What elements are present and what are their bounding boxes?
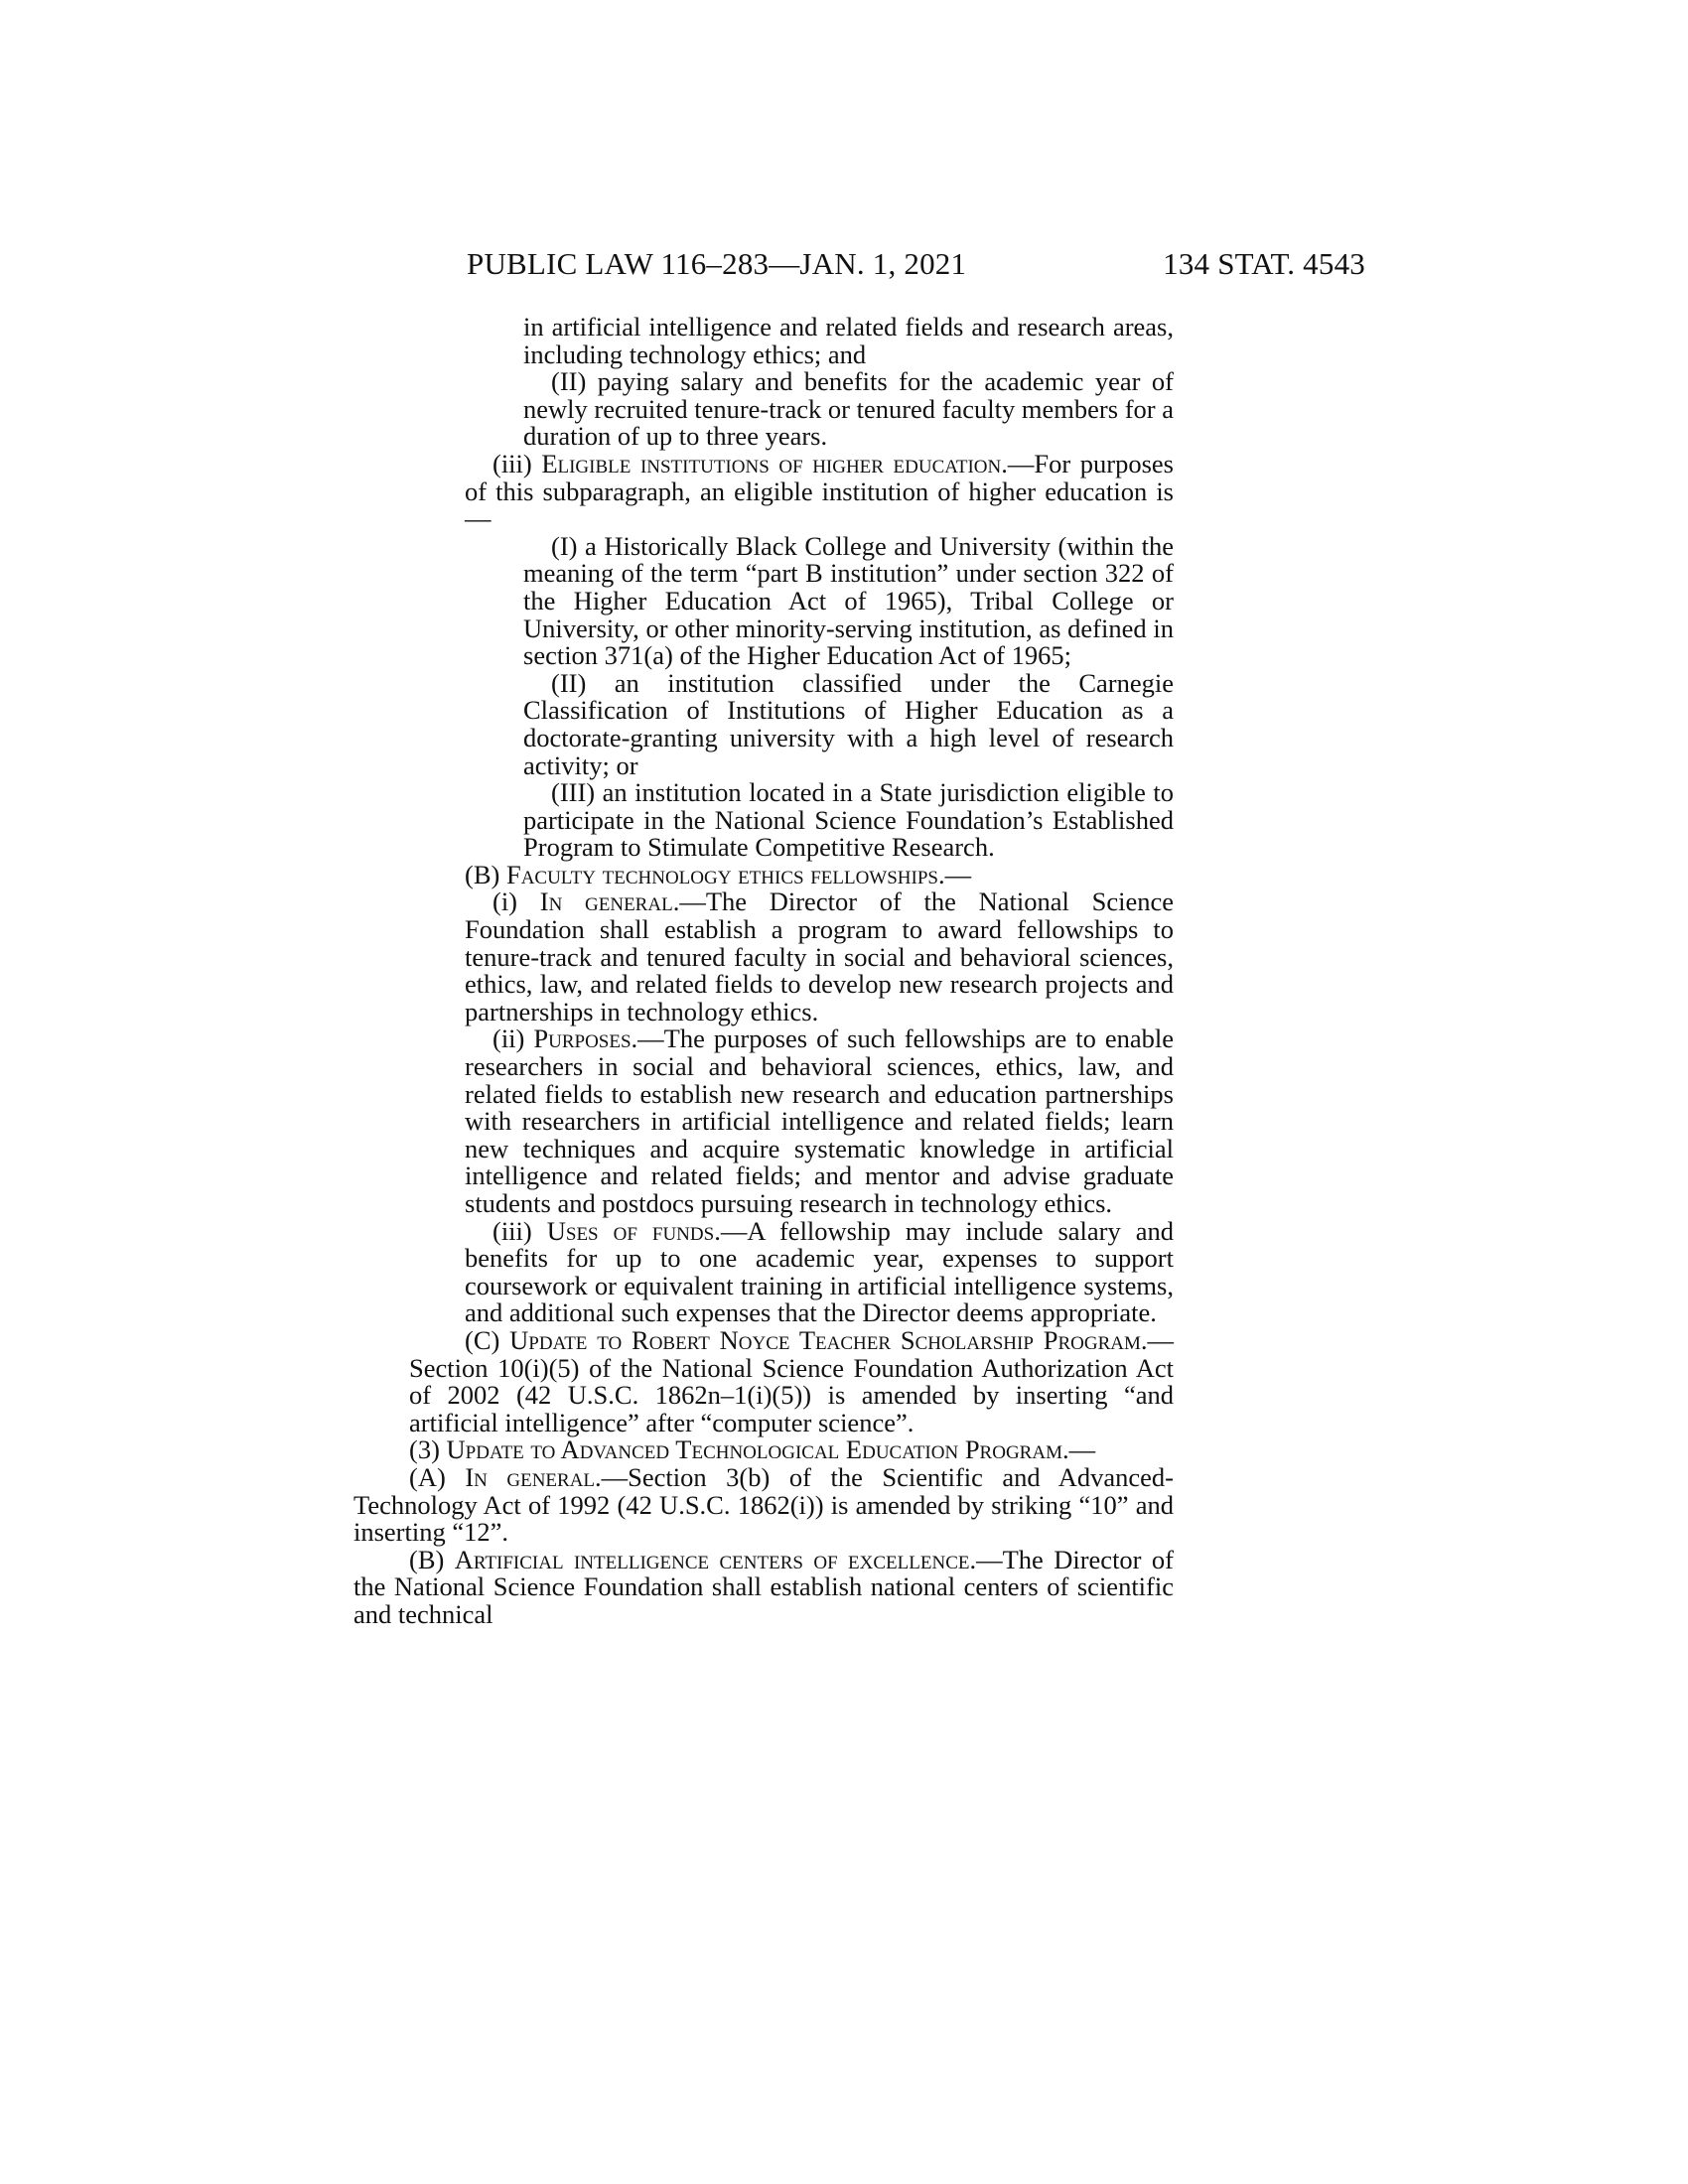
- paragraph-heading: In general: [539, 887, 673, 917]
- paragraph: (iii) Eligible institutions of higher education.—For purposes of this subparagraph, an eligible institution of higher education is—: [465, 448, 1174, 534]
- paragraph: in artificial intelligence and related fields and research areas, including technology ethics; and: [523, 312, 1174, 369]
- paragraph-heading: In general: [465, 1461, 596, 1492]
- paragraph: (III) an institution located in a State jurisdiction eligible to participate in the National Science Foundation’s Established Program to Stimulate Competitive Research.: [523, 777, 1174, 863]
- paragraph-heading: Purposes: [533, 1024, 632, 1054]
- paragraph: (iii) Uses of funds.—A fellowship may include salary and benefits for up to one academic year, expenses to support coursework or equivalent training in artificial intelligence systems, and additional such expenses that the Director deems appropriate.: [465, 1215, 1174, 1328]
- document-body: [353, 312, 1175, 1629]
- paragraph: (3) Update to Advanced Technological Education Program.—: [409, 1434, 1096, 1465]
- paragraph: (II) paying salary and benefits for the academic year of newly recruited tenure-track or tenured faculty members for a duration of up to three years.: [523, 366, 1174, 452]
- paragraph: (B) Faculty technology ethics fellowships.—: [465, 859, 972, 889]
- paragraph: (A) In general.—Section 3(b) of the Scientific and Advanced-Technology Act of 1992 (42 U.S.C. 1862(i)) is amended by striking “10” and inserting “12”.: [353, 1461, 1174, 1548]
- paragraph-heading: Faculty technology ethics fellowships: [505, 859, 938, 889]
- paragraph: (I) a Historically Black College and University (within the meaning of the term “part B institution” under section 322 of the Higher Education Act of 1965), Tribal College or University, or other minority-serving institution, as defined in section 371(a) of the Higher Education Act of 1965;: [523, 530, 1174, 671]
- paragraph: (ii) Purposes.—The purposes of such fellowships are to enable researchers in social and behavioral sciences, ethics, law, and related fields to establish new research and education partnerships with researchers in artificial intelligence and related fields; learn new techniques and acquire systematic knowledge in artificial intelligence and related fields; and mentor and advise graduate students and postdocs pursuing research in technology ethics.: [465, 1024, 1175, 1218]
- paragraph-heading: Eligible institutions of higher education: [541, 448, 1002, 478]
- header-statute-page: 134 STAT. 4543: [1163, 246, 1365, 281]
- paragraph-heading: Update to Advanced Technological Education Program: [446, 1434, 1062, 1465]
- paragraph: (B) Artificial intelligence centers of excellence.—The Director of the National Science Foundation shall establish national centers of scientific and technical: [353, 1544, 1174, 1629]
- paragraph-heading: Update to Robert Noyce Teacher Scholarship Program: [509, 1324, 1141, 1355]
- header-law-citation: PUBLIC LAW 116–283—JAN. 1, 2021: [467, 246, 967, 281]
- paragraph: (i) In general.—The Director of the National Science Foundation shall establish a program to award fellowships to tenure-track and tenured faculty in social and behavioral sciences, ethics, law, and related fields to develop new research projects and partnerships in technology ethics.: [465, 887, 1175, 1026]
- page-header: [467, 246, 1365, 286]
- paragraph: (II) an institution classified under the Carnegie Classification of Institutions of Higher Education as a doctorate-granting university with a high level of research activity; or: [523, 667, 1174, 780]
- paragraph-heading: Artificial intelligence centers of excellence: [454, 1544, 970, 1574]
- paragraph-heading: Uses of funds: [546, 1215, 715, 1246]
- paragraph: (C) Update to Robert Noyce Teacher Scholarship Program.—Section 10(i)(5) of the National Science Foundation Authorization Act of 2002 (42 U.S.C. 1862n–1(i)(5)) is amended by inserting “and artificial intelligence” after “computer science”.: [409, 1324, 1175, 1437]
